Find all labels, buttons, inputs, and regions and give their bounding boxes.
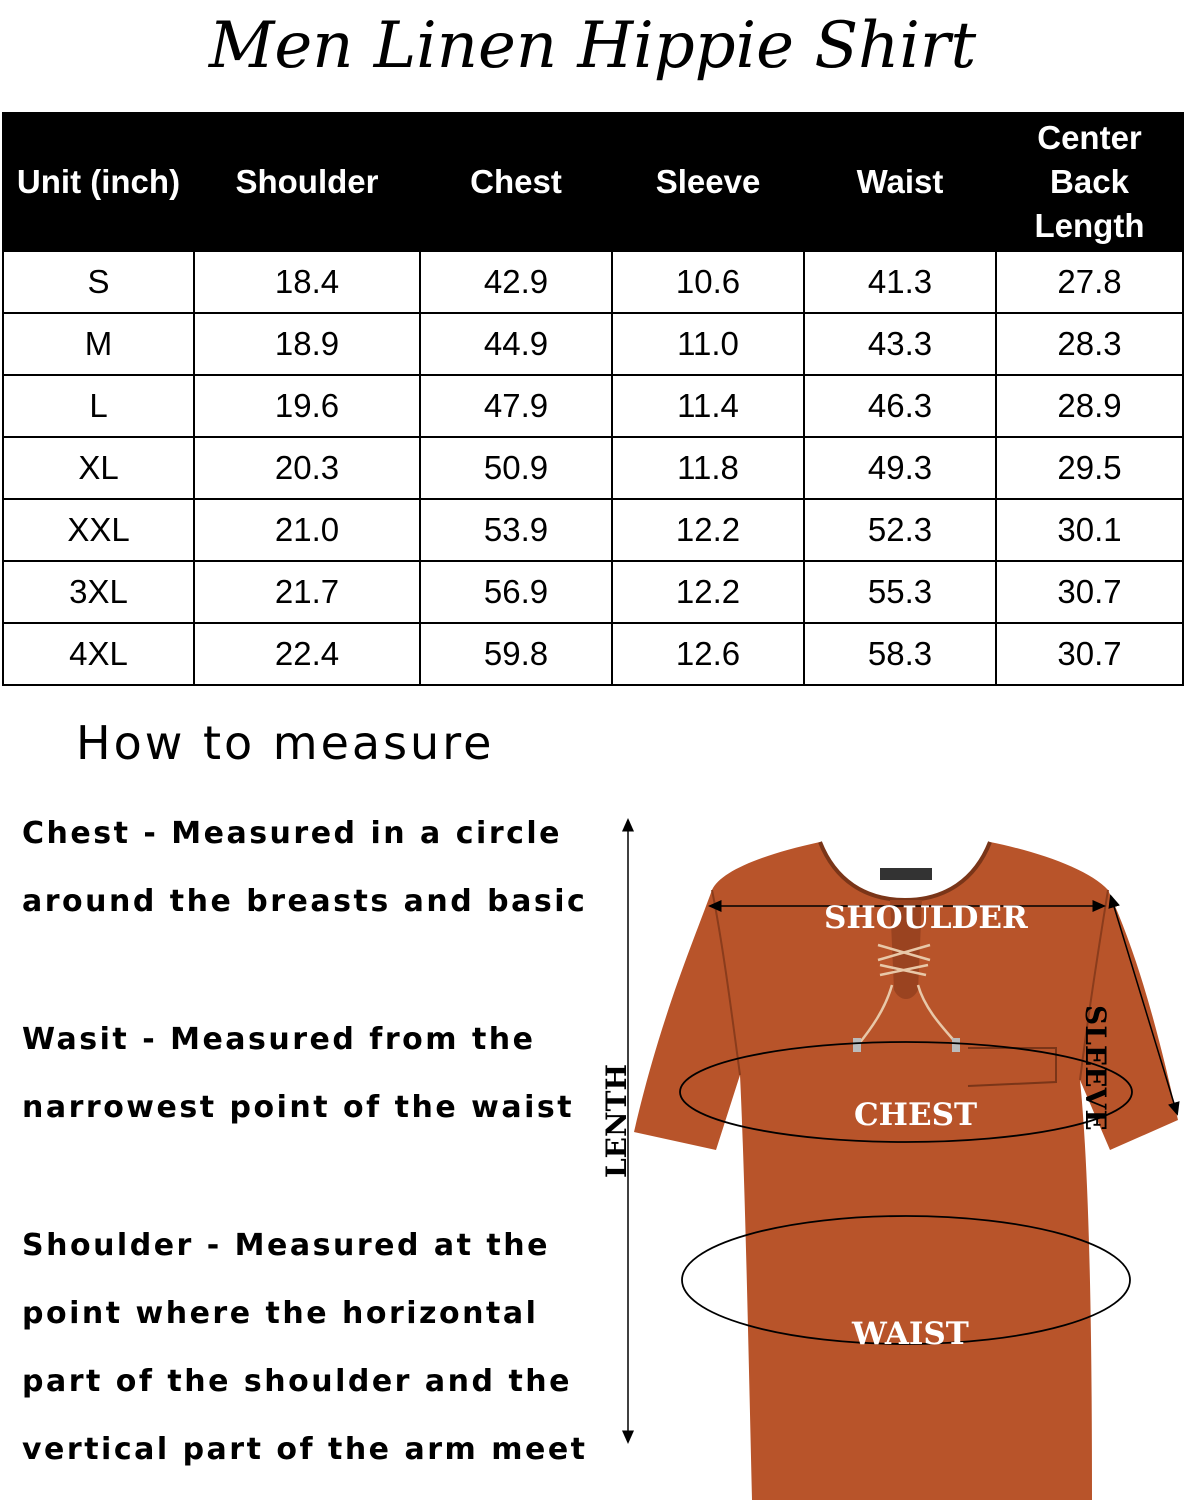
sleeve-cell: 10.6 — [612, 251, 804, 313]
size-cell: XXL — [3, 499, 194, 561]
shoulder-cell: 21.7 — [194, 561, 420, 623]
page-title: Men Linen Hippie Shirt — [208, 9, 977, 83]
header-chest: Chest — [420, 113, 612, 251]
shoulder-cell: 22.4 — [194, 623, 420, 685]
sleeve-cell: 11.8 — [612, 437, 804, 499]
table-row — [3, 623, 1183, 685]
waist-label: WAIST — [852, 1316, 969, 1352]
size-cell: L — [3, 375, 194, 437]
sleeve-cell: 11.4 — [612, 375, 804, 437]
table-row — [3, 499, 1183, 561]
table-row — [3, 437, 1183, 499]
waist-description-line: narrowest point of the waist — [22, 1090, 575, 1125]
table-row — [3, 561, 1183, 623]
size-cell: 3XL — [3, 561, 194, 623]
shoulder-cell: 19.6 — [194, 375, 420, 437]
header-sleeve: Sleeve — [612, 113, 804, 251]
shoulder-description — [22, 1212, 588, 1484]
waist-cell: 58.3 — [804, 623, 996, 685]
table-header-row — [3, 113, 1183, 251]
collar-label — [880, 868, 932, 880]
lace-tip-right — [952, 1038, 960, 1052]
header-shoulder: Shoulder — [194, 113, 420, 251]
shoulder-cell: 18.9 — [194, 313, 420, 375]
length-cell: 30.1 — [996, 499, 1183, 561]
chest-cell: 56.9 — [420, 561, 612, 623]
length-cell: 27.8 — [996, 251, 1183, 313]
shoulder-cell: 21.0 — [194, 499, 420, 561]
shoulder-description-line: vertical part of the arm meet — [22, 1432, 588, 1467]
header-center-back-length: Center Back Length — [996, 113, 1183, 251]
shoulder-description-line: point where the horizontal — [22, 1296, 539, 1331]
sleeve-label: SLEEVE — [1079, 1005, 1112, 1131]
header-waist: Waist — [804, 113, 996, 251]
shoulder-description-line: part of the shoulder and the — [22, 1364, 572, 1399]
length-label: LENTH — [600, 1064, 633, 1178]
length-cell: 29.5 — [996, 437, 1183, 499]
chest-description — [22, 800, 587, 936]
length-cell: 28.3 — [996, 313, 1183, 375]
shoulder-cell: 18.4 — [194, 251, 420, 313]
chest-cell: 44.9 — [420, 313, 612, 375]
chest-cell: 42.9 — [420, 251, 612, 313]
chest-cell: 53.9 — [420, 499, 612, 561]
length-cell: 30.7 — [996, 561, 1183, 623]
shoulder-label: SHOULDER — [824, 900, 1028, 936]
waist-description-line: Wasit - Measured from the — [22, 1022, 536, 1057]
waist-cell: 52.3 — [804, 499, 996, 561]
chest-label: CHEST — [854, 1097, 978, 1133]
sleeve-cell: 12.6 — [612, 623, 804, 685]
table-row — [3, 313, 1183, 375]
waist-cell: 55.3 — [804, 561, 996, 623]
waist-cell: 49.3 — [804, 437, 996, 499]
length-cell: 28.9 — [996, 375, 1183, 437]
sleeve-cell: 12.2 — [612, 499, 804, 561]
size-cell: 4XL — [3, 623, 194, 685]
shoulder-description-line: Shoulder - Measured at the — [22, 1228, 550, 1263]
waist-cell: 46.3 — [804, 375, 996, 437]
chest-cell: 47.9 — [420, 375, 612, 437]
size-cell: S — [3, 251, 194, 313]
waist-cell: 43.3 — [804, 313, 996, 375]
shoulder-cell: 20.3 — [194, 437, 420, 499]
chest-description-line: Chest - Measured in a circle — [22, 816, 563, 851]
table-row — [3, 375, 1183, 437]
sleeve-cell: 12.2 — [612, 561, 804, 623]
waist-description — [22, 1006, 574, 1142]
waist-cell: 41.3 — [804, 251, 996, 313]
chest-cell: 50.9 — [420, 437, 612, 499]
chest-cell: 59.8 — [420, 623, 612, 685]
header-unit: Unit (inch) — [3, 113, 194, 251]
size-cell: XL — [3, 437, 194, 499]
how-to-measure-heading: How to measure — [76, 716, 495, 770]
table-row — [3, 251, 1183, 313]
length-cell: 30.7 — [996, 623, 1183, 685]
lace-tip-left — [853, 1038, 861, 1052]
size-chart-table — [2, 112, 1184, 686]
chest-description-line: around the breasts and basic — [22, 884, 588, 919]
sleeve-cell: 11.0 — [612, 313, 804, 375]
size-cell: M — [3, 313, 194, 375]
